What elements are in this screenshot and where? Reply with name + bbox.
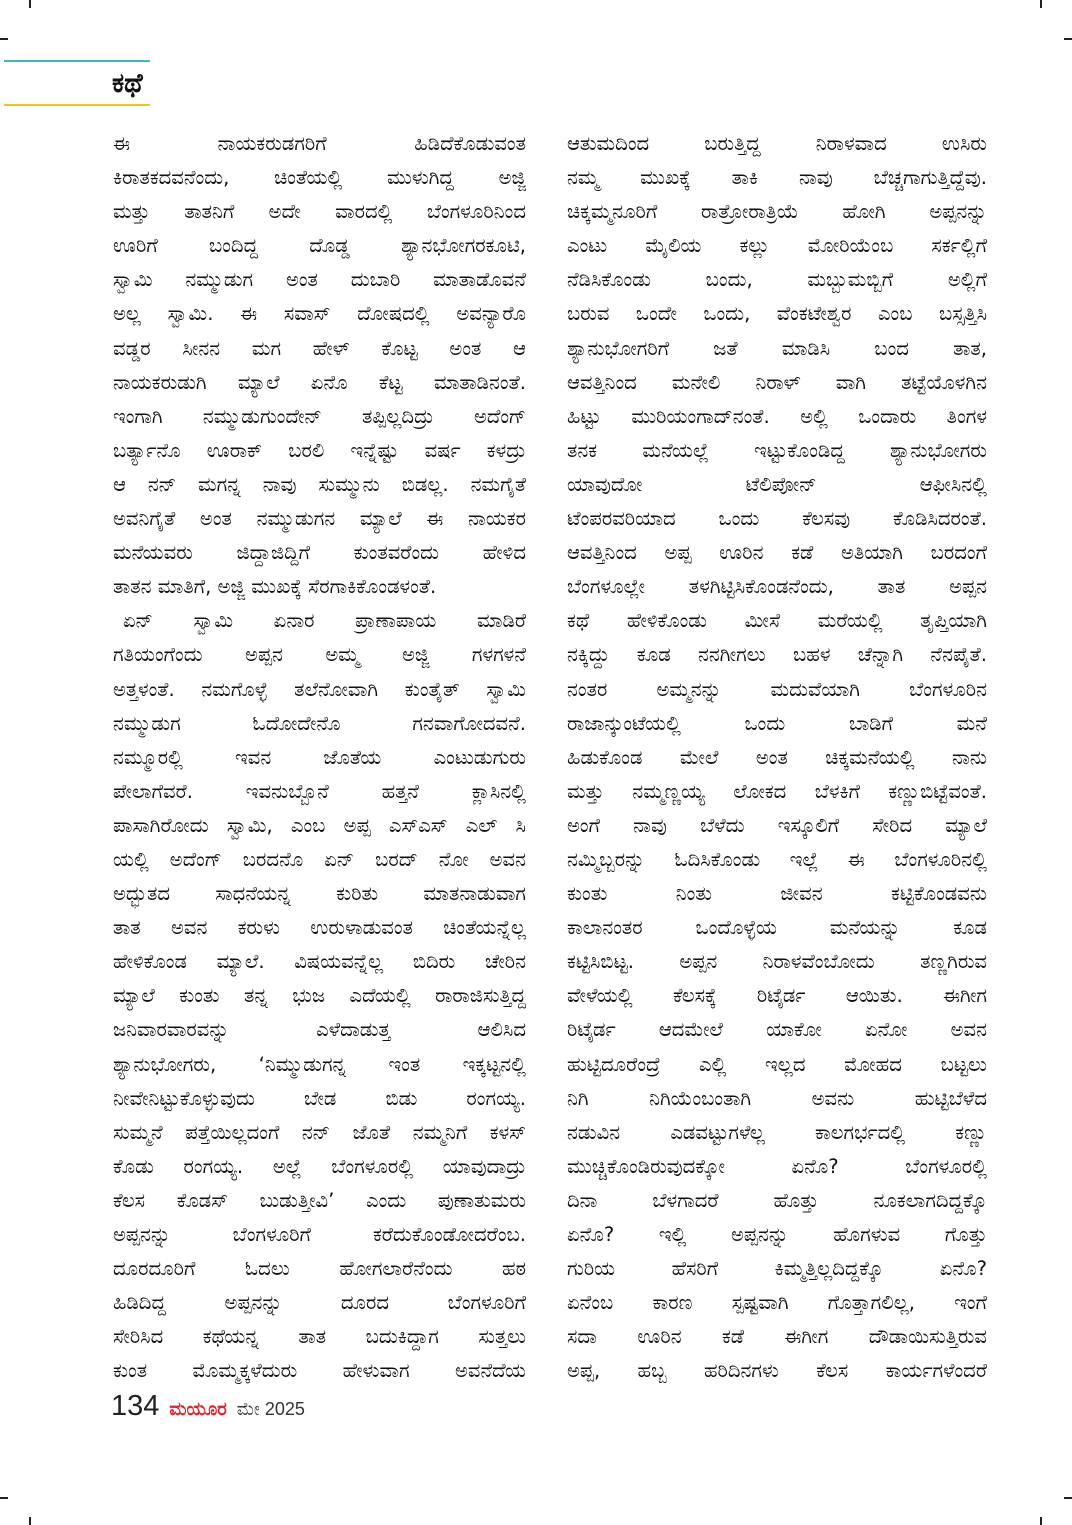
text-column-left — [113, 127, 526, 1388]
crop-mark — [1064, 1497, 1072, 1499]
text-line: ಏನ್ ಸ್ವಾಮಿ ಏನಾರ ಪ್ರಾಣಾಪಾಯ ಮಾಡಿರೆ — [123, 609, 526, 633]
crop-mark — [0, 1497, 8, 1499]
text-line: ನಮ್ಮೂರಲ್ಲಿ ಇವನ ಜೊತೆಯ ಎಂಟುಡುಗುರು — [113, 745, 526, 769]
text-line: ಮ್ಯಾಲೆ ಕುಂತು ತನ್ನ ಭುಜ ಎದೆಯಲ್ಲಿ ರಾರಾಜಿಸುತ್ತಿದ್ದ — [113, 984, 526, 1008]
text-line: ಅಲ್ಲ ಸ್ವಾಮಿ. ಈ ಸವಾಸ್ ದೋಷದಲ್ಲಿ ಅವನ್ಯಾರೊ — [113, 302, 526, 326]
text-line: ಕಾಲಾನಂತರ ಒಂದೊಳ್ಳೆಯ ಮನೆಯನ್ನು ಕೂಡ — [567, 916, 987, 940]
text-line: ರಿಟೈರ್ಡ ಆದಮೇಲೆ ಯಾಕೋ ಏನೋ ಅವನ — [567, 1018, 987, 1042]
text-line: ನಮ್ಮುಡುಗ ಓದೋದೇನೊ ಗನವಾಗೋದವನೆ. — [113, 711, 526, 735]
text-line: ತನಕ ಮನೆಯಲ್ಲೆ ಇಟ್ಟುಕೊಂಡಿದ್ದ ಶ್ಯಾನುಭೋಗರು — [567, 438, 987, 462]
text-line: ಶ್ಯಾನುಭೋಗರು, ‘ನಿಮ್ಮುಡುಗನ್ನ ಇಂತ ಇಕ್ಕಟ್ಟನಲ್ಲಿ — [113, 1052, 526, 1076]
text-line: ದೂರದೂರಿಗೆ ಓದಲು ಹೋಗಲಾರೆನೆಂದು ಹಠ — [113, 1257, 526, 1281]
text-line: ಕಟ್ಟಿಸಿಬಿಟ್ಟ. ಅಪ್ಪನ ನಿರಾಳವೆಂಬೋದು ತಣ್ಣಗಿರುವ — [567, 950, 987, 974]
text-column-right — [567, 127, 987, 1388]
text-line: ಆವತ್ತಿನಿಂದ ಅಪ್ಪ ಊರಿನ ಕಡೆ ಅತಿಯಾಗಿ ಬರದಂಗೆ — [567, 541, 987, 565]
text-line: ರಾಜಾನ್ಕುಂಟೆಯಲ್ಲಿ ಒಂದು ಬಾಡಿಗೆ ಮನೆ — [567, 711, 987, 735]
crop-mark — [0, 38, 8, 40]
section-label: ಕಥೆ — [112, 68, 143, 99]
text-line: ನಡುವಿನ ಎಡವಟ್ಟುಗಳೆಲ್ಲ ಕಾಲಗರ್ಭದಲ್ಲಿ ಕಣ್ಣು — [567, 1120, 987, 1144]
text-line: ಹಿಟ್ಟು ಮುರಿಯಂಗಾದ್‌ನಂತೆ. ಅಲ್ಲಿ ಒಂದಾರು ತಿಂಗಳ — [567, 404, 987, 428]
text-line: ಮತ್ತು ನಮ್ಮಣ್ಣಯ್ಯ ಲೋಕದ ಬೆಳಕಿಗೆ ಕಣ್ಣುಬಿಟ್ಟೆವಂತೆ. — [567, 779, 987, 803]
text-line: ನಾಯಕರುಡುಗಿ ಮ್ಯಾಲೆ ಏನೊ ಕೆಟ್ಟ ಮಾತಾಡಿನಂತೆ. — [113, 370, 526, 394]
text-line: ನಿಗಿ ನಿಗಿಯೆಂಬಂತಾಗಿ ಅವನು ಹುಟ್ಟಿಬೆಳೆದ — [567, 1086, 987, 1110]
text-line: ವಡ್ಡರ ಸೀನನ ಮಗ ಹೇಳ್ ಕೊಟ್ಟ ಅಂತ ಆ — [113, 336, 526, 360]
text-line: ಪಾಸಾಗಿರೋದು ಸ್ವಾಮಿ, ಎಂಬ ಅಪ್ಪ ಎಸ್‌ಎಸ್ ಎಲ್ ಸಿ — [113, 813, 526, 837]
text-line: ಆವತ್ತಿನಿಂದ ಮನೇಲಿ ನಿರಾಳ್ ವಾಗಿ ತಟ್ಟೆಯೊಳಗಿನ — [567, 370, 987, 394]
page-number: 134 — [111, 1390, 160, 1422]
crop-mark — [29, 0, 31, 8]
text-line: ಬರುವ ಒಂದೇ ಒಂದು, ವೆಂಕಟೇಶ್ವರ ಎಂಬ ಬಸ್ಸತ್ತಿಸಿ — [567, 302, 987, 326]
text-line: ತಾತನ ಮಾತಿಗೆ, ಅಜ್ಜಿ ಮುಖಕ್ಕೆ ಸೆರಗಾಕಿಕೊಂಡಳಂತೆ. — [113, 575, 437, 599]
text-line: ನಮ್ಮ ಮುಖಕ್ಕೆ ತಾಕಿ ನಾವು ಬೆಚ್ಚಗಾಗುತ್ತಿದ್ದೆವು. — [567, 166, 987, 190]
issue-date: ಮೇ 2025 — [236, 1399, 305, 1419]
text-line: ಟೆಂಪರವರಿಯಾದ ಒಂದು ಕೆಲಸವು ಕೊಡಿಸಿದರಂತೆ. — [567, 507, 987, 531]
text-line: ಈ ನಾಯಕರುಡಗರಿಗೆ ಹಿಡಿದೆಕೊಡುವಂತ — [113, 132, 526, 155]
crop-mark — [1064, 38, 1072, 40]
text-line: ಕೆಲಸ ಕೊಡಸ್ ಬುಡುತ್ತೀವಿ’ ಎಂದು ಪುಣಾತುಮರು — [113, 1188, 526, 1212]
text-line: ಮುಚ್ಚಿಕೊಂಡಿರುವುದಕ್ಕೋ ಏನೊ? ಬೆಂಗಳೂರಲ್ಲಿ — [567, 1154, 987, 1178]
text-line: ಅಪ್ಪನನ್ನು ಬೆಂಗಳೂರಿಗೆ ಕರೆದುಕೊಂಡೋದರೆಂಬ. — [113, 1223, 526, 1246]
text-line: ಇಂಗಾಗಿ ನಮ್ಮುಡುಗುಂದೇನ್ ತಪ್ಪಿಲ್ಲದಿದ್ರು ಅದೆಂಗ್ — [113, 404, 526, 428]
text-line: ಅಪ್ಪ, ಹಬ್ಬ ಹರಿದಿನಗಳು ಕೆಲಸ ಕಾರ್ಯಗಳೆಂದರೆ — [567, 1359, 987, 1383]
text-line: ಸೇರಿಸಿದ ಕಥೆಯನ್ನ ತಾತ ಬದುಕಿದ್ದಾಗ ಸುತ್ತಲು — [113, 1325, 526, 1349]
text-line: ಕೊಡು ರಂಗಯ್ಯ. ಅಲ್ಲೆ ಬೆಂಗಳೂರಲ್ಲಿ ಯಾವುದಾದ್ರು — [113, 1154, 526, 1178]
text-line: ಹಿಡಿದಿದ್ದ ಅಪ್ಪನನ್ನು ದೂರದ ಬೆಂಗಳೂರಿಗೆ — [113, 1291, 526, 1315]
text-line: ಯಲ್ಲಿ ಅದೆಂಗ್ ಬರದನೊ ಏನ್ ಬರದ್ ನೋ ಅವನ — [113, 847, 526, 871]
text-line: ಶ್ಯಾನುಭೋಗರಿಗೆ ಜತೆ ಮಾಡಿಸಿ ಬಂದ ತಾತ, — [567, 336, 987, 360]
text-line: ವೇಳೆಯಲ್ಲಿ ಕೆಲಸಕ್ಕೆ ರಿಟೈರ್ಡ ಆಯಿತು. ಈಗೀಗ — [567, 984, 987, 1008]
text-line: ನೀವೇನಿಟ್ಟುಕೊಳ್ಳುವುದು ಬೇಡ ಬಿಡು ರಂಗಯ್ಯ. — [113, 1086, 526, 1110]
text-line: ಮನೆಯವರು ಜಿದ್ದಾಜಿದ್ದಿಗೆ ಕುಂತವರೆಂದು ಹೇಳಿದ — [113, 541, 526, 565]
text-line: ಚಿಕ್ಕಮ್ಮನೂರಿಗೆ ರಾತ್ರೋರಾತ್ರಿಯೆ ಹೋಗಿ ಅಪ್ಪನನ್ನು — [567, 200, 987, 224]
text-line: ಕಿರಾತಕದವನೆಂದು, ಚಿಂತೆಯಲ್ಲಿ ಮುಳುಗಿದ್ದ ಅಜ್ಜಿ — [113, 166, 526, 190]
text-line: ದಿನಾ ಬೆಳಗಾದರೆ ಹೊತ್ತು ನೂಕಲಾಗದಿದ್ದಕ್ಕೊ — [567, 1188, 987, 1212]
text-line: ಪೇಲಾಗೆವರೆ. ಇವನುಬ್ಬೊನೆ ಹತ್ತನೆ ಕ್ಲಾಸಿನಲ್ಲಿ — [113, 779, 526, 803]
text-line: ಗುರಿಯ ಹೆಸರಿಗೆ ಕಿಮ್ಮತ್ತಿಲ್ಲದಿದ್ದಕ್ಕೊ ಏನೊ? — [567, 1257, 987, 1281]
text-line: ಮತ್ತು ತಾತನಿಗೆ ಅದೇ ವಾರದಲ್ಲಿ ಬೆಂಗಳೂರಿನಿಂದ — [113, 200, 526, 224]
text-line: ಏನೊ? ಇಲ್ಲಿ ಅಪ್ಪನನ್ನು ಹೊಗಳುವ ಗೊತ್ತು — [567, 1223, 987, 1246]
text-line: ಎಂಟು ಮೈಲಿಯ ಕಲ್ಲು ಮೋರಿಯೆಂಬ ಸರ್ಕಲ್ಲಿಗೆ — [567, 234, 987, 258]
text-line: ಸ್ವಾಮಿ ನಮ್ಮುಡುಗ ಅಂತ ದುಬಾರಿ ಮಾತಾಡೊವನೆ — [113, 268, 526, 292]
text-line: ಅತ್ತಳಂತೆ. ನಮಗೊಳ್ಳೆ ತಲೆನೋವಾಗಿ ಕುಂತೈತ್ ಸ್ವಾಮಿ — [113, 677, 526, 701]
section-rule-bottom — [4, 104, 150, 106]
page-footer — [111, 1390, 305, 1430]
text-line: ನಕ್ಕಿದ್ದು ಕೂಡ ನನಗೀಗಲು ಬಹಳ ಚೆನ್ನಾಗಿ ನೆನಪೈತೆ. — [567, 643, 987, 667]
text-line: ಆ ನನ್ ಮಗನ್ನ ನಾವು ಸುಮ್ಮುನು ಬಿಡಲ್ಲ. ನಮಗೈತೆ — [113, 472, 526, 496]
text-line: ಏನೆಂಬ ಕಾರಣ ಸ್ಪಷ್ಟವಾಗಿ ಗೊತ್ತಾಗಲಿಲ್ಲ, ಇಂಗೆ — [567, 1291, 987, 1315]
text-line: ನೆಡಿಸಿಕೊಂಡು ಬಂದು, ಮಬ್ಬುಮಬ್ಬಿಗೆ ಅಲ್ಲಿಗೆ — [567, 268, 987, 292]
text-line: ಬರ್ತ್ಯಾನೊ ಊರಾಕ್ ಬರಲಿ ಇನ್ನೆಷ್ಟು ವರ್ಷ ಕಳದ್ರು — [113, 438, 526, 462]
crop-mark — [29, 1517, 31, 1525]
text-line: ಅಂಗೆ ನಾವು ಬೆಳೆದು ಇಸ್ಕೂಲಿಗೆ ಸೇರಿದ ಮ್ಯಾಲೆ — [567, 813, 987, 837]
text-line: ಯಾವುದೋ ಟೆಲಿಪೋನ್ ಆಫೀಸಿನಲ್ಲಿ — [567, 472, 987, 496]
text-line: ಗತಿಯಂಗೆಂದು ಅಪ್ಪನ ಅಮ್ಮ ಅಜ್ಜಿ ಗಳಗಳನೆ — [113, 643, 526, 667]
text-line: ನಂತರ ಅಮ್ಮನನ್ನು ಮದುವೆಯಾಗಿ ಬೆಂಗಳೂರಿನ — [567, 677, 987, 701]
magazine-logo: ಮಯೂರ — [169, 1399, 227, 1420]
crop-mark — [1040, 1517, 1042, 1525]
text-line: ಹೇಳಿಕೊಂಡ ಮ್ಯಾಲೆ. ವಿಷಯವನ್ನೆಲ್ಲ ಬಿದಿರು ಚೇರಿನ — [113, 950, 526, 974]
text-line: ಸುಮ್ಮನೆ ಪತ್ತೆಯಿಲ್ಲದಂಗೆ ನನ್ ಜೊತೆ ನಮ್ಮನಿಗೆ ಕಳಸ್ — [113, 1120, 526, 1144]
text-line: ಊರಿಗೆ ಬಂದಿದ್ದ ದೊಡ್ಡ ಶ್ಯಾನಭೋಗರಕೂಟಿ, — [113, 234, 526, 258]
text-line: ತಾತ ಅವನ ಕರುಳು ಉರುಳಾಡುವಂತ ಚಿಂತೆಯನ್ನೆಲ್ಲ — [113, 916, 526, 940]
text-line: ನಮ್ಮಿಬ್ಬರನ್ನು ಓದಿಸಿಕೊಂಡು ಇಲ್ಲೆ ಈ ಬೆಂಗಳೂರಿನಲ್ಲಿ — [567, 847, 987, 871]
text-line: ಕುಂತು ನಿಂತು ಜೀವನ ಕಟ್ಟಿಕೊಂಡವನು — [567, 882, 987, 906]
text-line: ಸದಾ ಊರಿನ ಕಡೆ ಈಗೀಗ ದೌಡಾಯಿಸುತ್ತಿರುವ — [567, 1325, 987, 1349]
text-line: ಅವನಿಗೈತೆ ಅಂತ ನಮ್ಮುಡುಗನ ಮ್ಯಾಲೆ ಈ ನಾಯಕರ — [113, 507, 526, 531]
text-line: ಕಥೆ ಹೇಳಿಕೊಂಡು ಮೀಸೆ ಮರೆಯಲ್ಲಿ ತೃಪ್ತಿಯಾಗಿ — [567, 609, 987, 633]
text-line: ಕುಂತ ಮೊಮ್ಮಕ್ಕಳೆದುರು ಹೇಳುವಾಗ ಅವನೆದೆಯ — [113, 1359, 526, 1383]
text-line: ಅದ್ಭುತದ ಸಾಧನೆಯನ್ನ ಕುರಿತು ಮಾತನಾಡುವಾಗ — [113, 882, 526, 906]
text-line: ಬೆಂಗಳೂಲ್ಲೇ ತಳಗಿಟ್ಟಿಸಿಕೊಂಡನೆಂದು, ತಾತ ಅಪ್ಪನ — [567, 575, 987, 599]
crop-mark — [1040, 0, 1042, 8]
text-line: ಆತುಮದಿಂದ ಬರುತ್ತಿದ್ದ ನಿರಾಳವಾದ ಉಸಿರು — [567, 132, 987, 155]
text-line: ಜನಿವಾರವಾರವನ್ನು ಎಳೆದಾಡುತ್ತ ಆಲಿಸಿದ — [113, 1018, 526, 1042]
text-line: ಹಿಡುಕೊಂಡ ಮೇಲೆ ಅಂತ ಚಿಕ್ಕಮನೆಯಲ್ಲಿ ನಾನು — [567, 745, 987, 769]
text-line: ಹುಟ್ಟಿದೂರೆಂದ್ರೆ ಎಲ್ಲಿ ಇಲ್ಲದ ಮೋಹದ ಬಟ್ಟಲು — [567, 1052, 987, 1076]
section-rule-top — [4, 60, 150, 62]
